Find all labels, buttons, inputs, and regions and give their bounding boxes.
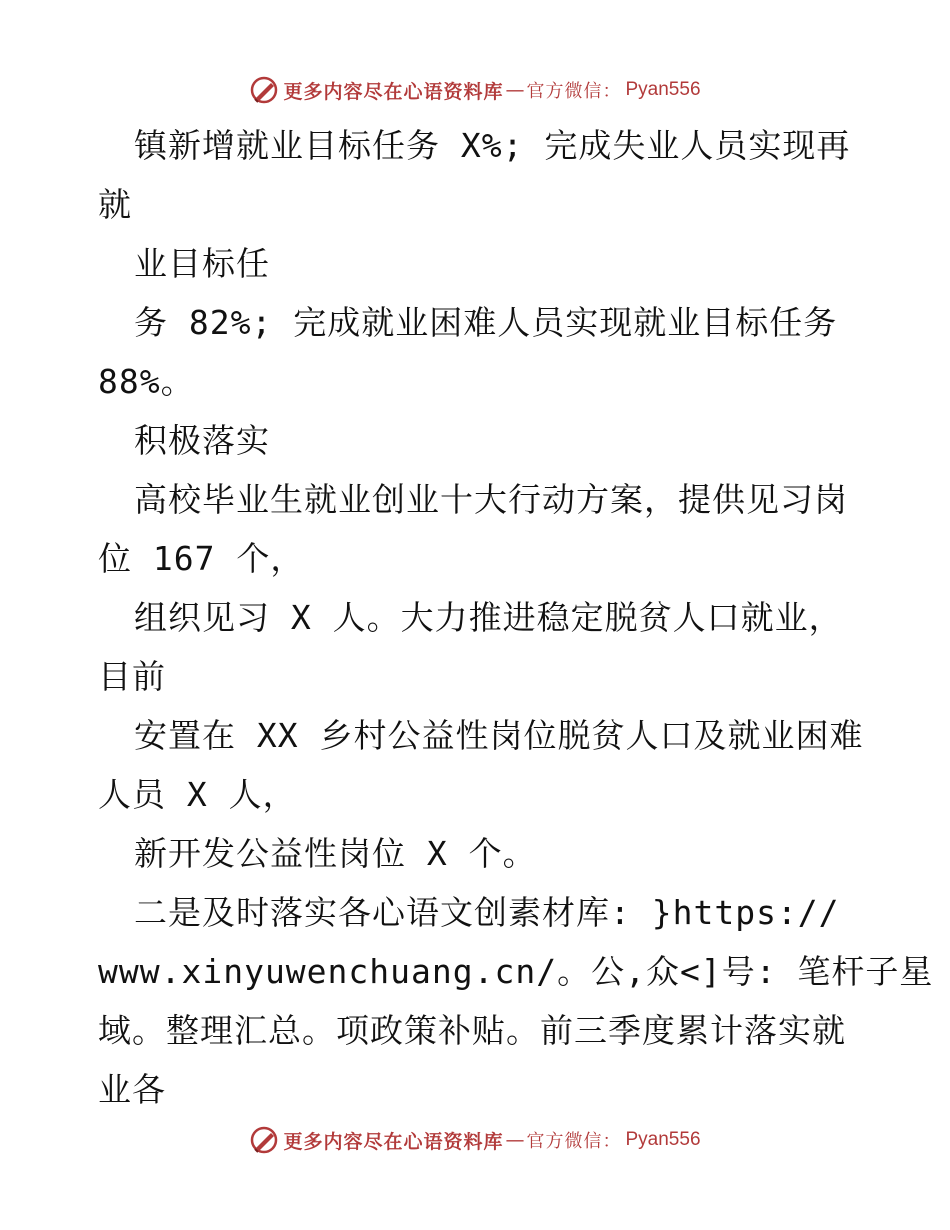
banner-wechat-id: Pyan556 [625,79,701,100]
text-line: 位 167 个， [98,539,305,578]
text-line: 域。整理汇总。项政策补贴。前三季度累计落实就 [98,1011,846,1050]
header-banner [0,70,950,110]
text-line: 业目标任 [134,244,270,283]
footer-banner [0,1120,950,1160]
text-line: 组织见习 X 人。大力推进稳定脱贫人口就业， [134,598,843,637]
banner-dash: — [505,79,525,101]
pen-logo-icon [249,1125,279,1155]
text-line: 安置在 XX 乡村公益性岗位脱贫人口及就业困难 [134,716,864,755]
text-line: 积极落实 [134,421,270,460]
text-line: www.xinyuwenchuang.cn/。公,众<]号: 笔杆子星 [98,952,934,991]
pen-logo-icon [249,75,279,105]
banner-text: 更多内容尽在心语资料库 [283,1130,504,1153]
text-line: 人员 X 人， [98,775,297,814]
banner-wechat-id: Pyan556 [625,1129,701,1150]
banner-subtitle: 官方微信： [526,1131,622,1152]
text-line: 新开发公益性岗位 X 个。 [134,834,537,873]
banner-dash: — [505,1129,525,1151]
text-line: 高校毕业生就业创业十大行动方案，提供见习岗 [134,480,848,519]
text-line: 镇新增就业目标任务 X%; 完成失业人员实现再 [134,126,851,165]
banner-text: 更多内容尽在心语资料库 [283,80,504,103]
text-line: 务 82%; 完成就业困难人员实现就业目标任务 [134,303,838,342]
text-line: 业各 [98,1070,166,1109]
text-line: 就 [98,185,132,224]
text-line: 88%。 [98,362,195,401]
text-line: 二是及时落实各心语文创素材库: }https:// [134,893,840,932]
document-body [98,116,934,1119]
text-line: 目前 [98,657,166,696]
banner-subtitle: 官方微信： [526,81,622,102]
